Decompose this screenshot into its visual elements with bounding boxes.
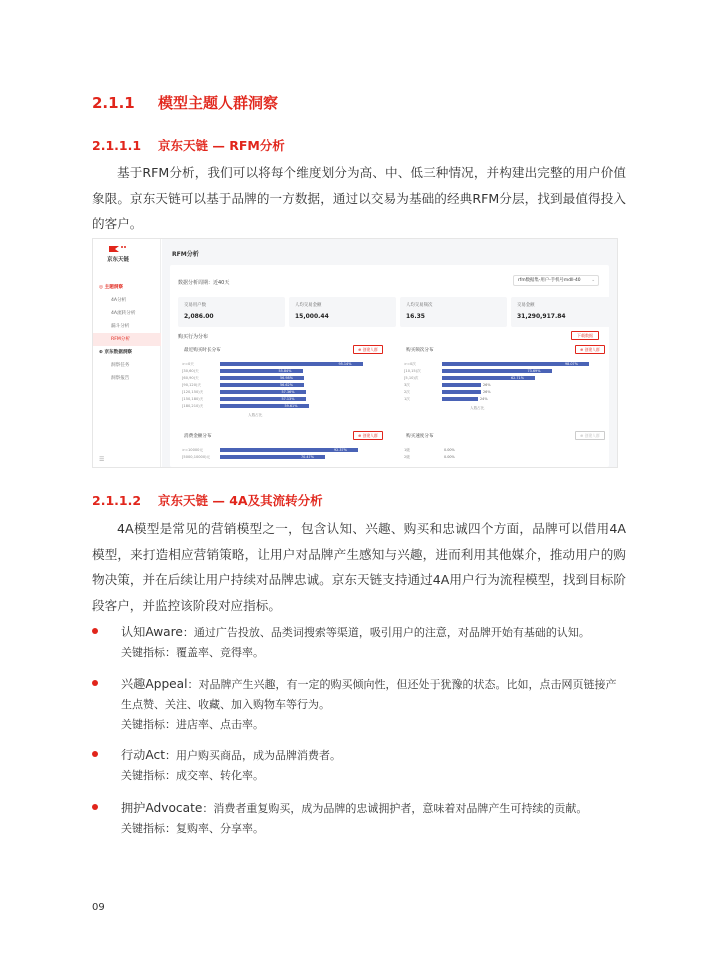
distribution-section-title: 购买行为分布 [178,334,209,340]
collapse-icon[interactable]: ☰ [99,456,105,463]
nav-label: 主题洞察 [104,285,123,290]
metric-value: 15,000.44 [295,313,329,320]
nav-item-insight-task[interactable]: 洞察任务 [111,363,130,368]
bar-row [404,389,604,396]
bar-row [182,375,382,382]
chart-panel [178,433,383,468]
bar-label: >=0次 [404,362,416,366]
nav-item-funnel[interactable]: 漏斗分析 [111,324,130,329]
subsection-title: 京东天链 — 4A及其流转分析 [158,493,323,508]
bar-rows [404,447,604,461]
bar-row [182,368,382,375]
nav-group-theme-insight[interactable]: ◎ 主题洞察 [99,285,123,290]
bar-value: 57.13% [281,397,295,401]
bar-value: 98.07% [565,362,578,366]
rfm-paragraph: 基于RFM分析，我们可以将每个维度划分为高、中、低三种情况，并构建出完整的用户价值象限。京东天链可以基于品牌的一方数据，通过以交易为基础的经典RFM分层，找到最值得投入的客户。 [92,165,626,231]
bar-label: 3次 [404,383,410,387]
panel-title: 最近购买时长分布 [184,348,221,353]
dataset-select[interactable] [513,275,599,286]
chart-panel [400,347,605,437]
bar-row [182,361,382,368]
bar-rows [182,447,382,461]
subsection-heading-rfm [92,136,285,154]
bar[interactable] [442,383,481,387]
download-button[interactable]: 下载数据 [571,331,599,340]
nav-item-4a-flow[interactable]: 4A流转分析 [111,311,136,316]
bar-label: 2级 [404,455,410,459]
bar-row [182,447,382,454]
bullet-title: 拥护Advocate [121,801,203,815]
bar-label: [90,120)天 [182,383,201,387]
bar-row [182,403,382,410]
section-title: 模型主题人群洞察 [158,94,279,112]
chart-panel [400,433,605,468]
bar-label: >=0天 [182,362,194,366]
bar-value: 56.98% [280,376,293,380]
bar-label: [180,210)天 [182,404,204,408]
metric-value: 31,290,917.84 [517,313,566,320]
bar-label: [5,10)次 [404,376,419,380]
bar-label: [150,180)天 [182,397,204,401]
bullet-kpi: 关键指标：复购率、分享率。 [121,822,264,835]
bar-label: [60,90)天 [182,376,199,380]
bar-label: 1次 [404,397,410,401]
bar-row [404,368,604,375]
bar-row [182,396,382,403]
bar-value: 56.62% [280,383,293,387]
nav-item-4a[interactable]: 4A分析 [111,298,127,303]
bullet-desc: ：用户购买商品，成为品牌消费者。 [164,749,341,762]
bullet-dot [92,680,98,686]
metric-value: 2,086.00 [184,313,214,320]
bar-value: 95.14% [338,362,352,366]
create-audience-button[interactable]: ⊕ 创建人群 [575,345,605,354]
bar-value: 73.69% [527,369,541,373]
chevron-down-icon: ⌄ [591,278,595,283]
bar-value: 24% [480,397,488,401]
jd-tianlian-logo [107,245,129,263]
screenshot-main [162,239,617,467]
bullet-text [121,745,621,766]
page-number: 09 [92,902,105,913]
subsection-title: 京东天链 — RFM分析 [158,138,285,153]
create-audience-button[interactable]: ⊕ 创建人群 [575,431,605,440]
bar-row [404,361,604,368]
bar-label: [30,60)天 [182,369,199,373]
bar-row [182,389,382,396]
bullet-kpi: 关键指标：成交率、转化率。 [121,769,264,782]
bar-row [404,454,604,461]
panel-title: 消费金额分布 [184,434,212,439]
bullet-desc: ：消费者重复购买，成为品牌的忠诚拥护者，意味着对品牌产生可持续的贡献。 [202,802,588,815]
bullet-kpi: 关键指标：覆盖率、竞得率。 [121,646,264,659]
create-audience-button[interactable]: ⊕ 创建人群 [353,345,383,354]
metric-label: 人均交易频次 [406,303,433,308]
bar-rows [404,361,604,403]
bar-value: 26% [483,383,491,387]
panel-title: 购买速度分布 [406,434,434,439]
metric-label: 交易金额 [517,303,535,308]
nav-label: 京东数据洞察 [104,350,133,355]
dataset-select-value: rfm数据集-用户-手机号mdll-40 [518,278,581,283]
bar-value: 70.47% [301,455,314,459]
bar-label: [10,15)次 [404,369,421,373]
nav-item-insight-report[interactable]: 洞察报告 [111,376,130,381]
bullet-dot [92,804,98,810]
bullet-desc: ：对品牌产生兴趣，有一定的购买倾向性，但还处于犹豫的状态。比如，点击网页链接产生点赞、关注、收藏、加入购物车等行为。 [121,678,617,711]
bar-row [404,396,604,403]
bar-row [182,454,382,461]
panel-title: 购买频次分布 [406,348,434,353]
bar-label: [5000,10000)元 [182,455,211,459]
screenshot-page-title: RFM分析 [172,251,199,258]
bar-row [182,382,382,389]
logo-mark-icon [107,245,129,253]
bullet-kpi: 关键指标：进店率、点击率。 [121,718,264,731]
bar-value: 62.71% [511,376,524,380]
bar-label: 2次 [404,390,410,394]
bullet-dot [92,751,98,757]
logo-text: 京东天链 [107,257,130,263]
bar-value: 0.00% [444,455,455,459]
rfm-screenshot [92,238,618,468]
metric-value: 16.35 [406,313,425,320]
4a-paragraph: 4A模型是常见的营销模型之一，包含认知、兴趣、购买和忠诚四个方面，品牌可以借用4A模型，来打造相应营销策略，让用户对品牌产生感知与兴趣，进而利用其他媒介，推动用户的购物决策，并在后续让用户持续对品牌忠诚。京东天链支持通过4A用户行为流程模型，找到目标阶段客户，并监控该阶段对应指标。 [92,521,626,613]
nav-item-rfm[interactable]: RFM分析 [93,333,161,346]
bar-label: 1级 [404,448,410,452]
subsection-number: 2.1.1.2 [92,493,142,508]
metric-card [511,297,618,327]
bullet-dot [92,628,98,634]
bar-rows [182,361,382,410]
bullet-title: 行动Act [121,748,165,762]
subsection-number: 2.1.1.1 [92,138,142,153]
bar-value: 0.00% [444,448,455,452]
subsection-heading-4a [92,491,323,509]
bullet-text [121,798,621,819]
bar-value: 59.61% [284,404,298,408]
bar-row [404,382,604,389]
bar-label: [120,150)天 [182,390,204,394]
section-heading [92,92,278,113]
bar-value: 92.37% [334,448,347,452]
analysis-period: 数据分析周期：近40天 [178,280,230,286]
x-axis-label: 人数占比 [248,413,263,417]
screenshot-card [170,265,609,467]
bar-value: 26% [483,390,491,394]
bullet-desc: ：通过广告投放、品类词搜索等渠道，吸引用户的注意，对品牌开始有基础的认知。 [182,626,590,639]
metric-card [400,297,507,327]
nav-group-jd-insight[interactable]: ⊕ 京东数据洞察 [99,350,133,355]
bullet-title: 认知Aware [121,625,183,639]
bar[interactable] [442,390,481,394]
bar-label: >=10000元 [182,448,204,452]
x-axis-label: 人数占比 [470,406,485,410]
bar-row [404,447,604,454]
metric-label: 人均交易金额 [295,303,322,308]
chart-panel [178,347,383,437]
metric-card [289,297,396,327]
section-number: 2.1.1 [92,94,135,112]
bullet-text [121,674,621,715]
bar[interactable] [442,397,478,401]
create-audience-button[interactable]: ⊕ 创建人群 [353,431,383,440]
bullet-text [121,622,621,643]
bullet-title: 兴趣Appeal [121,677,188,691]
bar-value: 57.36% [281,390,295,394]
bar-row [404,375,604,382]
metric-card [178,297,285,327]
screenshot-sidebar [93,239,161,467]
bar-value: 55.84% [278,369,292,373]
screenshot-nav [93,281,161,385]
metric-label: 交易用户数 [184,303,206,308]
